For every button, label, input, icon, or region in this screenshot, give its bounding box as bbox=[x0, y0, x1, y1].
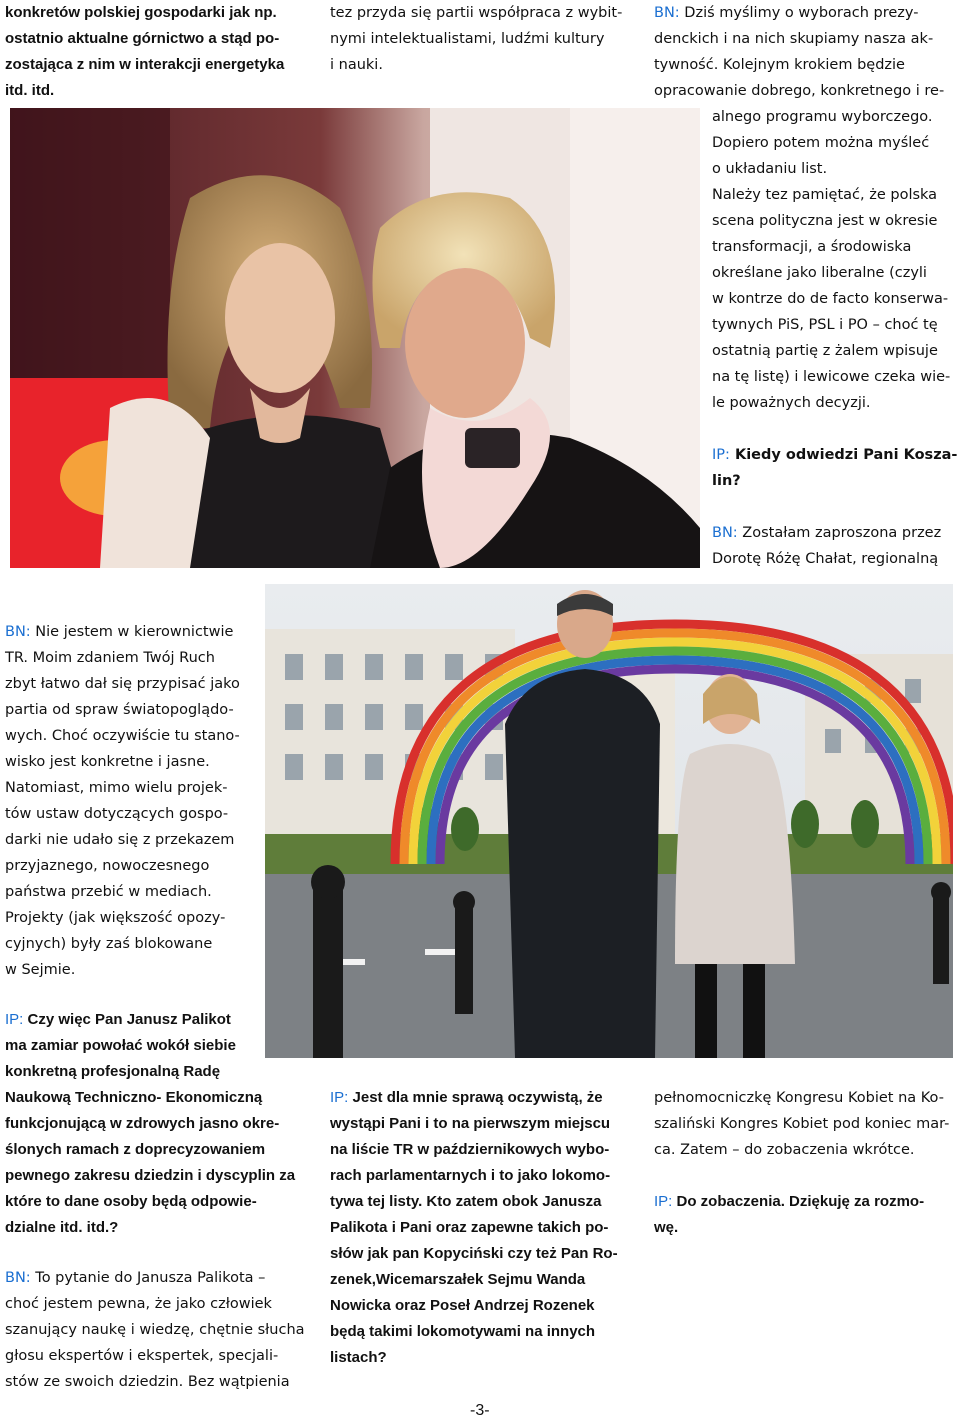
speaker-label-ip: IP: bbox=[330, 1089, 349, 1106]
right-col-text: alnego programu wyborczego. Dopiero potem można myśleć o układaniu list. Należy tez pamiętać, że polska scena polityczna jest w okresie transformacji, a środowiska określane jako liberalne (czyli w kontrze do de facto konserwa- tywnych PiS, PSL i PO – choć tę ostatnią partię z żalem wpisuje na tę listę) i lewicowe czeka wie- le poważnych decyzji. IP: Kiedy odwiedzi Pani Kosza- lin? BN: Zostałam zaproszona przez Dorotę Różę Chałat, regionalną bbox=[712, 104, 960, 572]
question-rada-naukowa: IP: Czy więc Pan Janusz Palikot ma zamiar powołać wokół siebie konkretną profesjonalną Radę Naukową Techniczno- Ekonomiczną funkcjonującą w zdrowych jasno okre- ślonych ramach z doprecyzowaniem pewnego zakresu dziedzin i dyscyplin za które to dane osoby będą odpowie- dzialne itd. itd.? bbox=[5, 1011, 296, 1236]
speaker-label-bn: BN: bbox=[712, 525, 738, 541]
speaker-label-ip: IP: bbox=[5, 1011, 24, 1028]
speaker-label-ip: IP: bbox=[712, 447, 730, 463]
speaker-label-ip: IP: bbox=[654, 1193, 673, 1210]
bottom-col3-text: pełnomocniczkę Kongresu Kobiet na Ko- szaliński Kongres Kobiet pod koniec mar- ca. Zatem – do zobaczenia wkrótce. IP: Do zobaczenia. Dziękuję za rozmo- wę. bbox=[654, 1085, 959, 1241]
photo-rainbow-street bbox=[265, 584, 953, 1058]
closing-remark: IP: Do zobaczenia. Dziękuję za rozmo- wę. bbox=[654, 1193, 925, 1236]
photo-two-women bbox=[10, 108, 700, 568]
col3-top-text: BN: Dziś myślimy o wyborach prezy- denckich i na nich skupiamy nasza ak- tywność. Kolejnym krokiem będzie opracowanie dobrego, konkretnego i re- bbox=[654, 5, 945, 99]
bottom-col2-text: IP: Jest dla mnie sprawą oczywistą, że wystąpi Pani i to na pierwszym miejscu na liście TR w październikowych wybo- rach parlamentarnych i to jako lokomo- tywa tej listy. Kto zatem obok Janusza Palikota i Pani oraz zapewne takich po- słów jak pan Kopyciński czy też Pan Ro- zenek,Wicemarszałek Sejmu Wanda Nowicka oraz Poseł Andrzej Rozenek będą takimi lokomotywami na innych listach? bbox=[330, 1089, 618, 1366]
col2-top-text: tez przyda się partii współpraca z wybit- nymi intelektualistami, ludźmi kultury i nauki. bbox=[330, 5, 623, 73]
bottom-col1-text: IP: Czy więc Pan Janusz Palikot ma zamiar powołać wokół siebie konkretną profesjonalną Radę Naukową Techniczno- Ekonomiczną funkcjonującą w zdrowych jasno okre- ślonych ramach z doprecyzowaniem pewnego zakresu dziedzin i dyscyplin za które to dane osoby będą odpowie- dzialne itd. itd.? BN: To pytanie do Janusza Palikota – choć jestem pewna, że jako człowiek szanujący naukę i wiedzę, chętnie słucha głosu ekspertów i ekspertek, specjali- stów ze swoich dziedzin. Bez wątpienia bbox=[5, 1007, 315, 1395]
speaker-label-bn: BN: bbox=[5, 624, 31, 640]
question-koszalin: IP: Kiedy odwiedzi Pani Kosza- bbox=[712, 447, 958, 463]
col1-top-text: konkretów polskiej gospodarki jak np. ostatnio aktualne górnictwo a stąd po- zostająca z nim w interakcji energetyka itd. itd. bbox=[5, 4, 285, 99]
speaker-label-bn: BN: bbox=[654, 5, 680, 21]
speaker-label-bn: BN: bbox=[5, 1270, 31, 1286]
mid-left-text: BN: Nie jestem w kierownictwie TR. Moim zdaniem Twój Ruch zbyt łatwo dał się przypisać jako partia od spraw światopoglądo- wych. Choć oczywiście tu stano- wisko jest konkretne i jasne. Natomiast, mimo wielu projek- tów ustaw dotyczących gospo- darki nie udało się z przekazem przyjaznego, nowoczesnego państwa przebić w mediach. Projekty (jak większość opozy- cyjnych) były zaś blokowane w Sejmie. bbox=[5, 624, 240, 978]
page-number: -3- bbox=[470, 1402, 490, 1419]
